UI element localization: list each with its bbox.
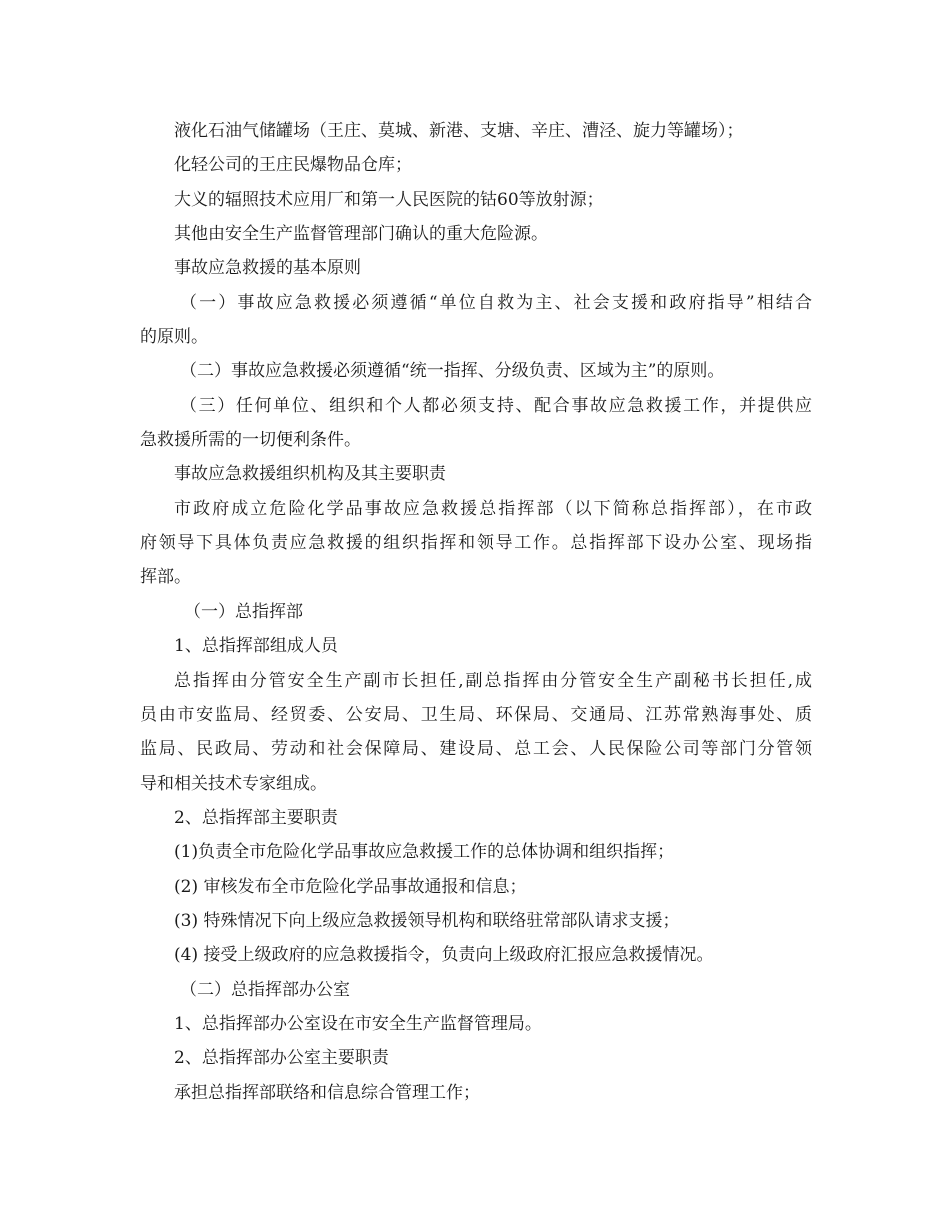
paragraph-line: 市政府成立危险化学品事故应急救援总指挥部（以下简称总指挥部），在市政 bbox=[174, 498, 812, 519]
paragraph-line: 液化石油气储罐场（王庄、莫城、新港、支塘、辛庄、漕泾、旋力等罐场）； bbox=[174, 121, 744, 141]
section-heading: 事故应急救援的基本原则 bbox=[174, 258, 361, 279]
list-item: (4) 接受上级政府的应急救援指令，负责向上级政府汇报应急救援情况。 bbox=[174, 945, 714, 966]
paragraph-line: 急救援所需的一切便利条件。 bbox=[140, 430, 361, 451]
subsection-heading: （一）总指挥部 bbox=[184, 601, 303, 622]
paragraph-line: 1、总指挥部办公室设在市安全生产监督管理局。 bbox=[174, 1013, 542, 1034]
paragraph-line: 府领导下具体负责应急救援的组织指挥和领导工作。总指挥部下设办公室、现场指 bbox=[140, 533, 812, 554]
paragraph-line: 化轻公司的王庄民爆物品仓库； bbox=[174, 155, 412, 176]
item-heading: 2、总指挥部办公室主要职责 bbox=[174, 1048, 389, 1069]
paragraph-line: 的原则。 bbox=[140, 327, 208, 348]
document-body bbox=[140, 114, 812, 1110]
paragraph-line: 承担总指挥部联络和信息综合管理工作； bbox=[174, 1082, 480, 1103]
list-item: (3) 特殊情况下向上级应急救援领导机构和联络驻常部队请求支援； bbox=[174, 910, 680, 931]
list-item: (2) 审核发布全市危险化学品事故通报和信息； bbox=[174, 876, 527, 897]
item-heading: 1、总指挥部组成人员 bbox=[174, 636, 338, 657]
paragraph-line: （二）事故应急救援必须遵循“统一指挥、分级负责、区域为主”的原则。 bbox=[180, 361, 725, 382]
item-heading: 2、总指挥部主要职责 bbox=[174, 807, 338, 828]
paragraph-line: 员由市安监局、经贸委、公安局、卫生局、环保局、交通局、江苏常熟海事处、质 bbox=[140, 704, 812, 725]
paragraph-line: 挥部。 bbox=[140, 567, 191, 588]
paragraph-line: 大义的辐照技术应用厂和第一人民医院的钴60等放射源； bbox=[174, 189, 604, 210]
list-item: (1)负责全市危险化学品事故应急救援工作的总体协调和组织指挥； bbox=[174, 842, 675, 863]
paragraph-line: 其他由安全生产监督管理部门确认的重大危险源。 bbox=[174, 224, 548, 245]
paragraph-line: 总指挥由分管安全生产副市长担任,副总指挥由分管安全生产副秘书长担任,成 bbox=[174, 670, 812, 691]
paragraph-line: （一）事故应急救援必须遵循“单位自救为主、社会支援和政府指导”相结合 bbox=[180, 292, 812, 313]
section-heading: 事故应急救援组织机构及其主要职责 bbox=[174, 464, 446, 485]
paragraph-line: 导和相关技术专家组成。 bbox=[140, 773, 327, 794]
paragraph-line: （三）任何单位、组织和个人都必须支持、配合事故应急救援工作，并提供应 bbox=[180, 395, 812, 416]
paragraph-line: 监局、民政局、劳动和社会保障局、建设局、总工会、人民保险公司等部门分管领 bbox=[140, 739, 812, 760]
subsection-heading: （二）总指挥部办公室 bbox=[180, 979, 350, 1000]
